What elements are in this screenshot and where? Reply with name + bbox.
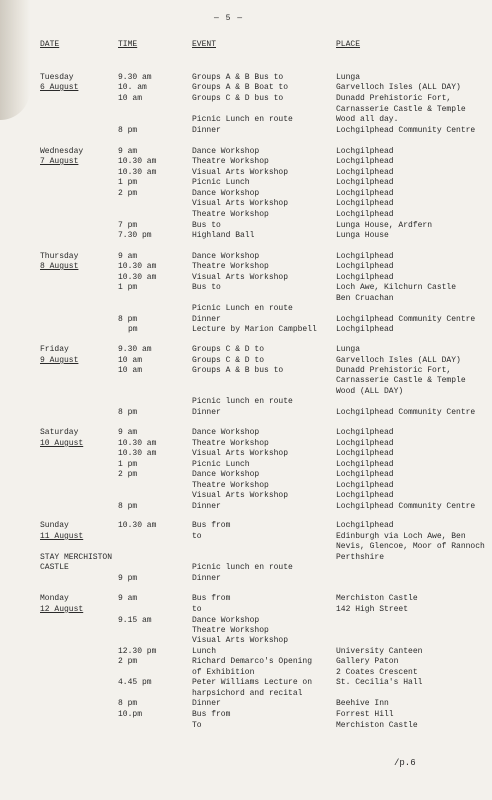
- row-place: Lochgilphead Community Centre: [336, 315, 476, 324]
- row-event: Richard Demarco's Opening: [192, 657, 313, 666]
- schedule-row: [0, 282, 492, 293]
- schedule-row: [0, 541, 492, 552]
- schedule-row: [0, 604, 492, 615]
- row-event: Bus from: [192, 521, 231, 530]
- row-place: Lochgilphead: [336, 449, 394, 458]
- row-time: 9 am: [118, 594, 138, 603]
- row-event: Bus to: [192, 283, 221, 292]
- row-date: Sunday: [40, 521, 69, 530]
- row-date: 10 August: [40, 439, 84, 448]
- row-event: Visual Arts Workshop: [192, 168, 289, 177]
- row-time: 7.30 pm: [118, 231, 152, 240]
- next-page-reference: /p.6: [394, 758, 416, 768]
- row-place: Lochgilphead: [336, 178, 394, 187]
- schedule-row: [0, 93, 492, 104]
- schedule-row: [0, 709, 492, 720]
- row-time: 10 am: [118, 366, 143, 375]
- row-place: Beehive Inn: [336, 699, 389, 708]
- row-place: Edinburgh via Loch Awe, Ben: [336, 532, 466, 541]
- row-place: Wood all day.: [336, 115, 399, 124]
- row-event: Peter Williams Lecture on: [192, 678, 313, 687]
- row-time: 2 pm: [118, 189, 138, 198]
- row-place: 2 Coates Crescent: [336, 668, 418, 677]
- row-time: 9 pm: [118, 574, 138, 583]
- row-event: Picnic lunch en route: [192, 563, 293, 572]
- row-event: Lecture by Marion Campbell: [192, 325, 317, 334]
- row-event: Dinner: [192, 502, 221, 511]
- row-event: Highland Ball: [192, 231, 255, 240]
- row-event: Visual Arts Workshop: [192, 449, 289, 458]
- row-place: Lochgilphead: [336, 460, 394, 469]
- row-time: 1 pm: [118, 178, 138, 187]
- row-event: Dinner: [192, 574, 221, 583]
- row-place: Lochgilphead: [336, 168, 394, 177]
- row-place: Lochgilphead: [336, 325, 394, 334]
- row-date: Tuesday: [40, 73, 74, 82]
- schedule-row: [0, 501, 492, 512]
- row-place: Lochgilphead: [336, 262, 394, 271]
- row-date: Friday: [40, 345, 69, 354]
- schedule-row: [0, 720, 492, 731]
- row-event: Theatre Workshop: [192, 210, 269, 219]
- row-place: Wood (ALL DAY): [336, 387, 404, 396]
- row-event: Groups A & B bus to: [192, 366, 284, 375]
- row-date: Monday: [40, 594, 69, 603]
- row-date: STAY MERCHISTON: [40, 553, 113, 562]
- row-event: Picnic Lunch en route: [192, 304, 293, 313]
- row-event: of Exhibition: [192, 668, 255, 677]
- row-place: 142 High Street: [336, 605, 409, 614]
- row-place: Lunga: [336, 73, 361, 82]
- row-event: Dinner: [192, 315, 221, 324]
- row-event: Dance Workshop: [192, 252, 260, 261]
- row-date: CASTLE: [40, 563, 69, 572]
- schedule-row: [0, 261, 492, 272]
- row-place: Lochgilphead: [336, 521, 394, 530]
- row-place: Merchiston Castle: [336, 721, 418, 730]
- row-time: 9.30 am: [118, 73, 152, 82]
- row-place: Lochgilphead: [336, 491, 394, 500]
- schedule-row: [0, 469, 492, 480]
- row-place: St. Cecilia's Hall: [336, 678, 423, 687]
- row-time: 10. am: [118, 83, 147, 92]
- row-event: to: [192, 605, 202, 614]
- row-place: Ben Cruachan: [336, 294, 394, 303]
- row-time: 1 pm: [118, 283, 138, 292]
- row-place: Lochgilphead: [336, 252, 394, 261]
- row-event: Theatre Workshop: [192, 626, 269, 635]
- schedule-row: [0, 593, 492, 604]
- schedule-row: [0, 177, 492, 188]
- row-place: Lochgilphead: [336, 273, 394, 282]
- row-place: Forrest Hill: [336, 710, 394, 719]
- row-place: Garvelloch Isles (ALL DAY): [336, 83, 461, 92]
- row-time: 10 am: [118, 356, 143, 365]
- row-time: 8 pm: [118, 315, 138, 324]
- page-number: — 5 —: [214, 14, 244, 23]
- row-time: 10.30 am: [118, 168, 157, 177]
- row-event: Groups A & B Bus to: [192, 73, 284, 82]
- schedule-row: [0, 198, 492, 209]
- row-event: Bus to: [192, 221, 221, 230]
- row-time: 1 pm: [118, 460, 138, 469]
- row-event: To: [192, 721, 202, 730]
- schedule-row: [0, 407, 492, 418]
- row-time: 8 pm: [118, 126, 138, 135]
- row-event: Theatre Workshop: [192, 481, 269, 490]
- schedule-row: [0, 156, 492, 167]
- row-place: Lochgilphead: [336, 439, 394, 448]
- row-time: 10.30 am: [118, 449, 157, 458]
- row-time: 12.30 pm: [118, 647, 157, 656]
- row-place: Lochgilphead: [336, 199, 394, 208]
- row-event: Dance Workshop: [192, 470, 260, 479]
- schedule-row: [0, 125, 492, 136]
- row-time: 10.30 am: [118, 262, 157, 271]
- row-date: Wednesday: [40, 147, 84, 156]
- row-date: Saturday: [40, 428, 79, 437]
- schedule-row: [0, 635, 492, 646]
- schedule-row: [0, 490, 492, 501]
- row-event: Picnic Lunch: [192, 178, 250, 187]
- row-place: Lochgilphead: [336, 481, 394, 490]
- schedule-row: [0, 562, 492, 573]
- header-place: PLACE: [336, 40, 361, 49]
- row-event: Dinner: [192, 126, 221, 135]
- row-event: Visual Arts Workshop: [192, 491, 289, 500]
- row-place: Lunga House: [336, 231, 389, 240]
- schedule-row: [0, 82, 492, 93]
- row-event: Dance Workshop: [192, 428, 260, 437]
- schedule-row: [0, 209, 492, 220]
- row-event: to: [192, 532, 202, 541]
- row-event: Groups C & D bus to: [192, 94, 284, 103]
- row-time: 10.30 am: [118, 157, 157, 166]
- row-time: 10 am: [118, 94, 143, 103]
- row-time: 4.45 pm: [118, 678, 152, 687]
- row-time: 9 am: [118, 147, 138, 156]
- row-place: Merchiston Castle: [336, 594, 418, 603]
- schedule-row: [0, 396, 492, 407]
- row-time: 9.30 am: [118, 345, 152, 354]
- row-date: Thursday: [40, 252, 79, 261]
- row-time: pm: [128, 325, 138, 334]
- row-date: 11 August: [40, 532, 84, 541]
- row-date: 9 August: [40, 356, 79, 365]
- row-place: Lunga House, Ardfern: [336, 221, 433, 230]
- row-event: harpsichord and recital: [192, 689, 303, 698]
- row-place: University Canteen: [336, 647, 423, 656]
- row-place: Lochgilphead: [336, 147, 394, 156]
- row-date: 7 August: [40, 157, 79, 166]
- row-place: Lochgilphead Community Centre: [336, 408, 476, 417]
- row-event: Visual Arts Workshop: [192, 273, 289, 282]
- header-event: EVENT: [192, 40, 217, 49]
- row-time: 10.pm: [118, 710, 143, 719]
- row-place: Lochgilphead Community Centre: [336, 126, 476, 135]
- schedule-row: [0, 303, 492, 314]
- row-place: Carnasserie Castle & Temple: [336, 376, 466, 385]
- row-time: 10.30 am: [118, 521, 157, 530]
- row-event: Picnic Lunch en route: [192, 115, 293, 124]
- row-place: Dunadd Prehistoric Fort,: [336, 94, 452, 103]
- row-event: Dinner: [192, 408, 221, 417]
- schedule-row: [0, 427, 492, 438]
- row-event: Theatre Workshop: [192, 439, 269, 448]
- schedule-row: [0, 375, 492, 386]
- schedule-row: [0, 344, 492, 355]
- row-time: 2 pm: [118, 657, 138, 666]
- row-time: 9 am: [118, 252, 138, 261]
- row-time: 10.30 am: [118, 439, 157, 448]
- row-event: Lunch: [192, 647, 217, 656]
- row-time: 8 pm: [118, 502, 138, 511]
- schedule-row: [0, 698, 492, 709]
- row-place: Nevis, Glencoe, Moor of Rannoch: [336, 542, 485, 551]
- row-time: 8 pm: [118, 408, 138, 417]
- schedule-row: [0, 114, 492, 125]
- row-event: Visual Arts Workshop: [192, 636, 289, 645]
- schedule-row: [0, 448, 492, 459]
- row-date: 6 August: [40, 83, 79, 92]
- row-event: Dance Workshop: [192, 147, 260, 156]
- row-event: Visual Arts Workshop: [192, 199, 289, 208]
- row-event: Bus from: [192, 594, 231, 603]
- row-event: Dance Workshop: [192, 189, 260, 198]
- row-place: Lochgilphead: [336, 428, 394, 437]
- row-event: Dance Workshop: [192, 616, 260, 625]
- row-place: Gallery Paton: [336, 657, 399, 666]
- row-event: Bus from: [192, 710, 231, 719]
- row-event: Picnic lunch en route: [192, 397, 293, 406]
- row-place: Lochgilphead Community Centre: [336, 502, 476, 511]
- header-date: DATE: [40, 40, 60, 49]
- row-time: 2 pm: [118, 470, 138, 479]
- row-time: 9 am: [118, 428, 138, 437]
- row-place: Garvelloch Isles (ALL DAY): [336, 356, 461, 365]
- row-event: Groups C & D to: [192, 356, 265, 365]
- schedule-row: [0, 677, 492, 688]
- row-place: Loch Awe, Kilchurn Castle: [336, 283, 457, 292]
- row-event: Groups A & B Boat to: [192, 83, 289, 92]
- row-time: 8 pm: [118, 699, 138, 708]
- schedule-row: [0, 230, 492, 241]
- row-place: Carnasserie Castle & Temple: [336, 105, 466, 114]
- row-event: Groups C & D to: [192, 345, 265, 354]
- row-time: 10.30 am: [118, 273, 157, 282]
- schedule-row: [0, 656, 492, 667]
- schedule-row: [0, 573, 492, 584]
- row-place: Lochgilphead: [336, 470, 394, 479]
- row-time: 9.15 am: [118, 616, 152, 625]
- row-place: Lunga: [336, 345, 361, 354]
- row-place: Perthshire: [336, 553, 385, 562]
- header-time: TIME: [118, 40, 138, 49]
- row-event: Theatre Workshop: [192, 262, 269, 271]
- row-date: 8 August: [40, 262, 79, 271]
- schedule-row: [0, 520, 492, 531]
- row-event: Picnic Lunch: [192, 460, 250, 469]
- row-time: 7 pm: [118, 221, 138, 230]
- row-event: Dinner: [192, 699, 221, 708]
- row-place: Lochgilphead: [336, 157, 394, 166]
- schedule-row: [0, 324, 492, 335]
- row-place: Lochgilphead: [336, 189, 394, 198]
- row-event: Theatre Workshop: [192, 157, 269, 166]
- row-place: Lochgilphead: [336, 210, 394, 219]
- row-date: 12 August: [40, 605, 84, 614]
- row-place: Dunadd Prehistoric Fort,: [336, 366, 452, 375]
